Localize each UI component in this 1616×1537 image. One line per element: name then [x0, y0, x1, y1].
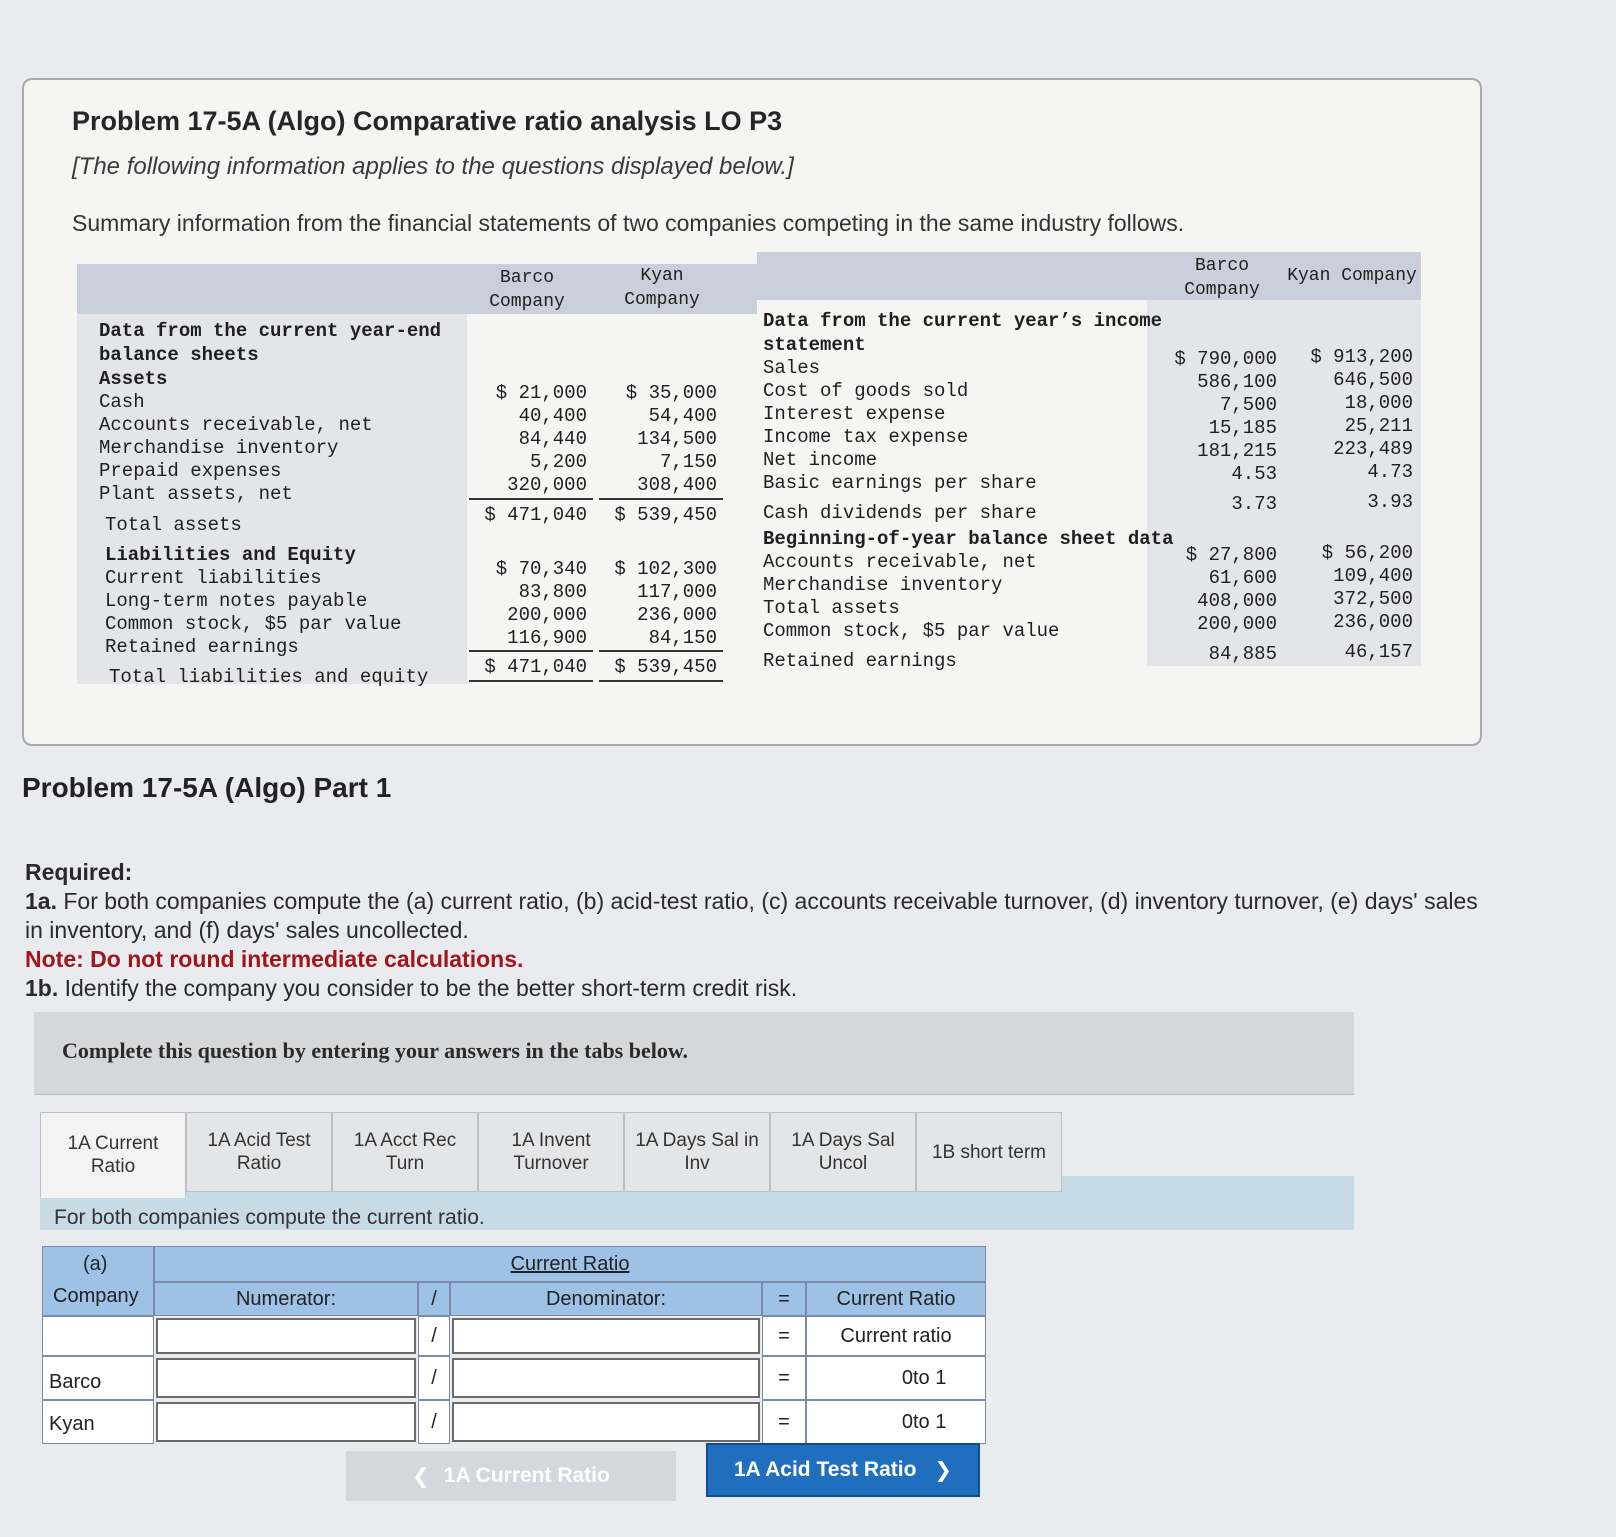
value-cell: $ 539,450	[614, 656, 717, 678]
barco-ratio-value: 0	[901, 1367, 913, 1389]
slash-cell: /	[418, 1356, 450, 1400]
tab-1a-days-sal-uncol[interactable]: 1A Days Sal Uncol	[770, 1112, 916, 1192]
value-cell: $ 21,000	[495, 382, 587, 404]
numerator-label-input[interactable]	[156, 1318, 416, 1354]
value-cell: 586,100	[1197, 371, 1277, 393]
value-cell: 408,000	[1197, 590, 1277, 612]
row-label: Net income	[763, 449, 878, 471]
kyan-ratio-value: 0	[901, 1411, 913, 1433]
value-cell: 83,800	[518, 581, 587, 603]
req-1a-prefix: 1a.	[25, 888, 57, 914]
row-label: Basic earnings per share	[763, 472, 1037, 494]
value-cell: 61,600	[1208, 567, 1277, 589]
grid-label-row-company	[42, 1316, 154, 1356]
result-header: Current Ratio	[806, 1282, 986, 1316]
value-cell: 320,000	[507, 474, 587, 496]
row-label: Cost of goods sold	[763, 380, 969, 402]
value-cell: $ 790,000	[1174, 348, 1277, 370]
numerator-header: Numerator:	[154, 1282, 418, 1316]
denominator-label-input[interactable]	[452, 1318, 760, 1354]
balance-section-title: Data from the current year-end	[99, 320, 442, 342]
slash-cell: /	[418, 1400, 450, 1444]
value-cell: $ 102,300	[614, 558, 717, 580]
value-cell: 117,000	[637, 581, 717, 603]
required-label: Required:	[25, 859, 133, 885]
row-label: Common stock, $5 par value	[763, 620, 1060, 642]
question-panel-text: Complete this question by entering your answers in the tabs below.	[62, 1038, 689, 1063]
income-col-kyan: Kyan Company	[1287, 266, 1417, 286]
value-cell: 54,400	[648, 405, 717, 427]
barco-result-cell	[806, 1356, 986, 1400]
col-company-label: Company	[53, 1285, 139, 1307]
kyan-denominator-input[interactable]	[452, 1402, 760, 1442]
kyan-result-cell	[806, 1400, 986, 1444]
value-cell: 4.73	[1367, 461, 1413, 483]
row-label: Accounts receivable, net	[99, 414, 373, 436]
requirement-1b	[25, 974, 1495, 1003]
req-1b-prefix: 1b.	[25, 975, 59, 1001]
subtotal-rule	[469, 650, 593, 652]
value-cell: 308,400	[637, 474, 717, 496]
value-cell: 134,500	[637, 428, 717, 450]
value-cell: 25,211	[1344, 415, 1413, 437]
tab-1a-invent-turnover[interactable]: 1A Invent Turnover	[478, 1112, 624, 1192]
row-label: Retained earnings	[105, 636, 299, 658]
equals-cell: =	[762, 1356, 806, 1400]
value-cell: 84,440	[518, 428, 587, 450]
value-cell: 223,489	[1333, 438, 1413, 460]
row-label: Plant assets, net	[99, 483, 293, 505]
req-1b-text: Identify the company you consider to be the better short-term credit risk.	[64, 975, 798, 1001]
value-cell: 46,157	[1344, 641, 1413, 663]
barco-denominator-input[interactable]	[452, 1358, 760, 1398]
row-label: Retained earnings	[763, 650, 957, 672]
next-tab-label: 1A Acid Test Ratio	[733, 1458, 917, 1481]
value-cell: $ 539,450	[614, 504, 717, 526]
chevron-right-icon: ❯	[934, 1458, 953, 1482]
value-cell: 3.93	[1367, 491, 1413, 513]
tab-1a-acct-rec-turn[interactable]: 1A Acct Rec Turn	[332, 1112, 478, 1192]
tab-instruction: For both companies compute the current ratio.	[54, 1206, 485, 1229]
value-cell: 15,185	[1208, 417, 1277, 439]
value-cell: 236,000	[637, 604, 717, 626]
tab-1a-days-sal-in-inv[interactable]: 1A Days Sal in Inv	[624, 1112, 770, 1192]
subtotal-rule	[469, 498, 593, 500]
problem-intro: [The following information applies to the questions displayed below.]	[72, 153, 794, 180]
row-label: Cash dividends per share	[763, 502, 1037, 524]
begin-section-title: Beginning-of-year balance sheet data	[763, 528, 1174, 550]
row-label: Accounts receivable, net	[763, 551, 1037, 573]
row-label: Prepaid expenses	[99, 460, 282, 482]
equals-header: =	[762, 1282, 806, 1316]
value-cell: 5,200	[529, 451, 587, 473]
value-cell: $ 56,200	[1321, 542, 1413, 564]
tab-1b-short-term[interactable]: 1B short term	[916, 1112, 1062, 1192]
row-label: Long-term notes payable	[105, 590, 368, 612]
company-cell-kyan	[42, 1400, 154, 1444]
current-ratio-grid	[42, 1246, 986, 1446]
value-cell: 7,500	[1219, 394, 1277, 416]
slash-header: /	[418, 1282, 450, 1316]
value-cell: 181,215	[1197, 440, 1277, 462]
company-name: Kyan	[49, 1413, 95, 1435]
company-cell-barco	[42, 1356, 154, 1400]
kyan-ratio-unit: to 1	[913, 1411, 947, 1433]
subtotal-rule	[599, 650, 723, 652]
chevron-left-icon: ❮	[412, 1464, 430, 1488]
value-cell: 40,400	[518, 405, 587, 427]
value-cell: $ 913,200	[1310, 346, 1413, 368]
grid-title-text: Current Ratio	[510, 1252, 630, 1275]
row-label: Interest expense	[763, 403, 946, 425]
row-label: Income tax expense	[763, 426, 969, 448]
grid-title	[154, 1246, 986, 1282]
next-tab-button[interactable]	[706, 1443, 980, 1497]
problem-card	[22, 78, 1482, 746]
row-label: Current liabilities	[105, 567, 322, 589]
company-name: Barco	[49, 1371, 102, 1393]
value-cell: 7,150	[659, 451, 717, 473]
tab-1a-acid-test-ratio[interactable]: 1A Acid Test Ratio	[186, 1112, 332, 1192]
req-1a-text: For both companies compute the (a) current ratio, (b) acid-test ratio, (c) accounts receivable turnover, (d) inventory turnover, (e) days' sales in inventory, and (f) days' sales uncollected.	[25, 888, 1478, 943]
tab-1a-current-ratio[interactable]: 1A Current Ratio	[40, 1112, 186, 1198]
row-label: Cash	[99, 391, 145, 413]
liabilities-heading: Liabilities and Equity	[105, 544, 356, 566]
value-cell: 236,000	[1333, 611, 1413, 633]
value-cell: 109,400	[1333, 565, 1413, 587]
prev-tab-label: 1A Current Ratio	[443, 1464, 610, 1487]
kyan-numerator-input[interactable]	[156, 1402, 416, 1442]
row-label: Sales	[763, 357, 821, 379]
value-cell: 18,000	[1344, 392, 1413, 414]
value-cell: 372,500	[1333, 588, 1413, 610]
rounding-note: Note: Do not round intermediate calculations.	[25, 946, 524, 972]
barco-numerator-input[interactable]	[156, 1358, 416, 1398]
balance-col-kyan: Kyan Company	[624, 266, 700, 310]
value-cell: $ 35,000	[625, 382, 717, 404]
value-cell: $ 27,800	[1185, 544, 1277, 566]
value-cell: 200,000	[507, 604, 587, 626]
value-cell: $ 471,040	[484, 504, 587, 526]
requirement-1a	[25, 887, 1495, 945]
required-block	[25, 858, 1495, 1003]
value-cell: 84,150	[648, 627, 717, 649]
problem-title: Problem 17-5A (Algo) Comparative ratio analysis LO P3	[72, 106, 783, 136]
balance-col-barco: Barco Company	[489, 268, 565, 312]
equals-cell: =	[762, 1316, 806, 1356]
assets-heading: Assets	[99, 368, 168, 390]
part-title: Problem 17-5A (Algo) Part 1	[22, 772, 392, 803]
total-assets-label: Total assets	[105, 514, 242, 536]
row-label: Total assets	[763, 597, 900, 619]
value-cell: $ 70,340	[495, 558, 587, 580]
value-cell: $ 471,040	[484, 656, 587, 678]
value-cell: 3.73	[1231, 493, 1277, 515]
denominator-header: Denominator:	[450, 1282, 762, 1316]
income-section-title-2: statement	[763, 334, 866, 356]
value-cell: 4.53	[1231, 463, 1277, 485]
row-label: Merchandise inventory	[99, 437, 339, 459]
value-cell: 84,885	[1208, 643, 1277, 665]
equals-cell: =	[762, 1400, 806, 1444]
question-panel	[34, 1012, 1354, 1095]
total-rule	[469, 680, 593, 682]
total-rule	[599, 680, 723, 682]
problem-summary: Summary information from the financial statements of two companies competing in the same industry follows.	[72, 210, 1185, 236]
row-label: Common stock, $5 par value	[105, 613, 402, 635]
row-label: Merchandise inventory	[763, 574, 1003, 596]
income-col-barco: Barco Company	[1184, 256, 1260, 300]
balance-section-title-2: balance sheets	[99, 344, 259, 366]
total-liabilities-label: Total liabilities and equity	[109, 666, 429, 688]
result-sub-label: Current ratio	[806, 1316, 986, 1356]
subtotal-rule	[599, 498, 723, 500]
grid-header-company	[42, 1246, 154, 1316]
value-cell: 200,000	[1197, 613, 1277, 635]
col-a-label: (a)	[83, 1253, 108, 1275]
income-section-title: Data from the current year’s income	[763, 310, 1163, 332]
financial-data-table	[77, 252, 1467, 702]
value-cell: 116,900	[507, 627, 587, 649]
slash-cell: /	[418, 1316, 450, 1356]
barco-ratio-unit: to 1	[913, 1367, 947, 1389]
prev-tab-button[interactable]	[346, 1451, 676, 1501]
value-cell: 646,500	[1333, 369, 1413, 391]
